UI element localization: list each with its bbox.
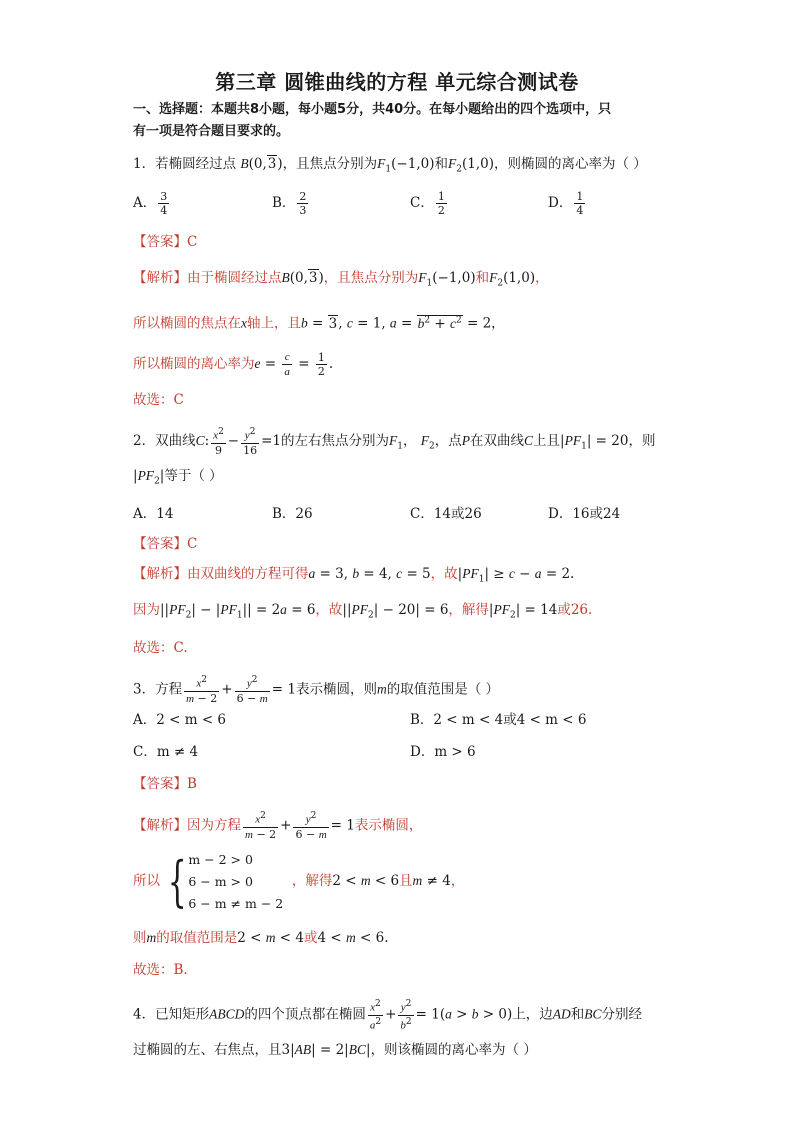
q3-answer: 【答案】B [133, 776, 197, 792]
q2-option-d: D．16或24 [548, 506, 621, 522]
q3-range: 则m的取值范围是2 < m < 4或4 < m < 6. [133, 930, 389, 946]
q2-choose: 故选：C. [133, 640, 188, 656]
q1-analysis-line3: 所以椭圆的离心率为e = $\frac{c}{a}$ = $\frac{1}{2}$ . [133, 351, 334, 378]
question-4-stem-cont: 过椭圆的左、右焦点，且3|AB| = 2|BC|，则该椭圆的离心率为（ ） [133, 1042, 537, 1058]
q1-analysis-line2: 所以椭圆的焦点在x轴上，且b = 3, c = 1, $a = b^2 + c^2 = 2$， [133, 315, 505, 332]
q3-system: 所以 { m − 2 > 0 6 − m > 0 6 − m ≠ m − 2 ，解得2 < m < 6且m ≠ 4， [133, 849, 465, 913]
question-4-stem: 4．已知矩形ABCD的四个顶点都在椭圆 $\frac{x^2}{a^2}$ + $\frac{y^2}{b^2}$ = 1(a > b > 0)上，边AD和BC分别经 [133, 999, 643, 1032]
q3-option-c: C．m ≠ 4 [133, 744, 199, 760]
question-1-stem: 1．若椭圆经过点 B(0,3)，且焦点分别为$F_1(-1,0)$和$F_2(1,0)$，则椭圆的离心率为（ ） [133, 156, 647, 175]
q3-analysis-line1: 【解析】因为方程 $\frac{x^2}{m - 2}$ + $\frac{y^2}{6 - m}$ = 1表示椭圆， [133, 811, 423, 841]
question-2-stem-cont: $|PF_2|$等于（ ） [133, 468, 223, 487]
q1-option-b: B． $\frac{2}{3}$ [272, 190, 307, 217]
q1-option-c: C． $\frac{1}{2}$ [410, 190, 445, 217]
q3-option-b: B．2 < m < 4或4 < m < 6 [410, 712, 587, 728]
page-title: 第三章 圆锥曲线的方程 单元综合测试卷 [215, 70, 579, 94]
q2-option-b: B．26 [272, 506, 313, 522]
q3-option-d: D．m > 6 [410, 744, 476, 760]
section-instructions-line1: 一、选择题：本题共8小题，每小题5分，共40分。在每小题给出的四个选项中，只 [133, 102, 612, 117]
question-2-stem: 2．双曲线C: $\frac{x^2}{9}$ − $\frac{y^2}{16}$ =1的左右焦点分别为$F_1$， $F_2$，点P在双曲线C上且$|PF_1| = 20$，则 [133, 427, 656, 457]
q2-option-a: A．14 [133, 506, 174, 522]
q1-choose: 故选：C [133, 392, 184, 408]
q1-option-d: D． $\frac{1}{4}$ [548, 190, 584, 217]
q1-option-a: A． $\frac{3}{4}$ [133, 190, 168, 217]
section-instructions-line2: 有一项是符合题目要求的。 [133, 124, 290, 139]
q3-option-a: A．2 < m < 6 [133, 712, 227, 728]
q2-analysis-line1: 【解析】由双曲线的方程可得a = 3, b = 4, c = 5，故$|PF_1| \ge c - a = 2$. [133, 566, 575, 585]
q3-choose: 故选：B. [133, 962, 188, 978]
q2-option-c: C．14或26 [410, 506, 482, 522]
q2-analysis-line2: 因为$||PF_2| - |PF_1|| = 2a = 6$，故$||PF_2| - 20| = 6$，解得$|PF_2| = 14$或26. [133, 602, 593, 621]
question-number: 1． [133, 156, 156, 172]
question-3-stem: 3．方程 $\frac{x^2}{m - 2}$ + $\frac{y^2}{6 - m}$ = 1表示椭圆，则m的取值范围是（ ） [133, 675, 499, 705]
q2-answer: 【答案】C [133, 536, 198, 552]
q1-analysis-line1: 【解析】由于椭圆经过点B(0,3)，且焦点分别为$F_1(-1,0)$和$F_2(1,0)$， [133, 270, 549, 289]
q1-answer: 【答案】C [133, 234, 198, 250]
